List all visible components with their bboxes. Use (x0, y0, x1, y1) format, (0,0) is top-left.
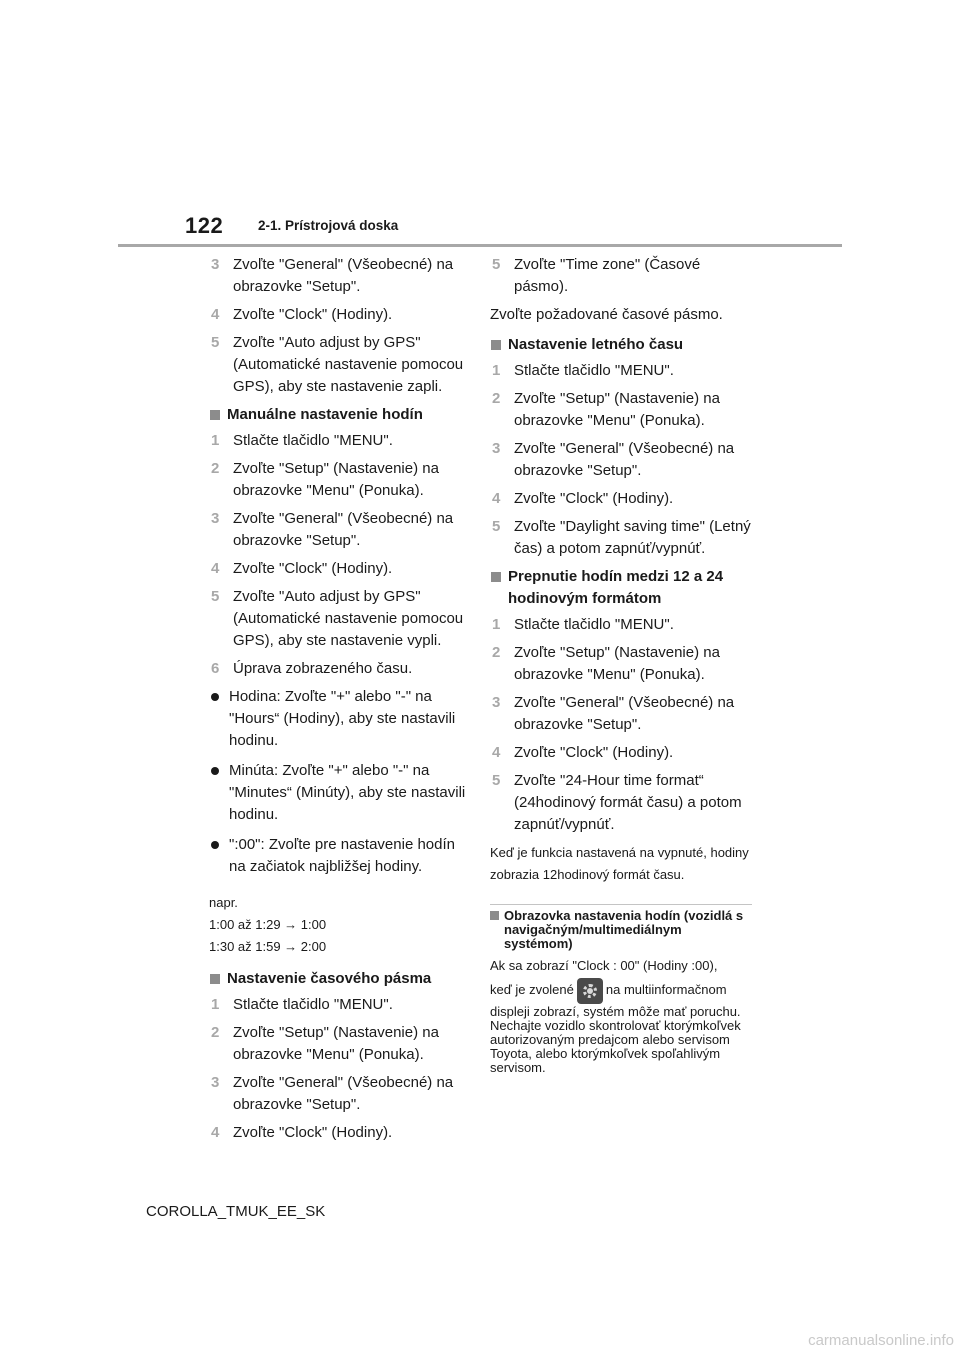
note-box (490, 904, 752, 1075)
step (209, 508, 471, 552)
left-column (209, 254, 471, 1150)
step-text: Zvoľte "General" (Všeobecné) na obrazovke "Setup". (514, 440, 735, 479)
heading-text: Nastavenie letného času (508, 336, 684, 353)
step-number: 4 (492, 490, 501, 507)
section-title: 2-1. Prístrojová doska (258, 218, 399, 233)
header-divider (118, 244, 842, 247)
bullet-text: ":00": Zvoľte pre nastavenie hodín na začiatok najbližšej hodiny. (229, 836, 455, 875)
step-text: Zvoľte "Auto adjust by GPS" (Automatické nastavenie pomocou GPS), aby ste nastavenie vypli. (233, 588, 464, 649)
bullet-dot-icon (211, 767, 219, 775)
step (209, 458, 471, 502)
step-number: 5 (492, 256, 501, 273)
step-text: Zvoľte "General" (Všeobecné) na obrazovke "Setup". (514, 694, 735, 733)
step (490, 254, 752, 298)
note-line-with-icon (490, 975, 752, 1005)
step-number: 4 (211, 1124, 220, 1141)
step-number: 3 (211, 1074, 220, 1091)
square-bullet-icon (210, 974, 220, 984)
step-text: Zvoľte "24-Hour time format“ (24hodinový formát času) a potom zapnúť/vypnúť. (514, 772, 742, 833)
bullet-text: Minúta: Zvoľte "+" alebo "-" na "Minutes“ (Minúty), aby ste nastavili hodinu. (229, 762, 466, 823)
step-text: Zvoľte "Auto adjust by GPS" (Automatické nastavenie pomocou GPS), aby ste nastavenie zapli. (233, 334, 464, 395)
step (490, 692, 752, 736)
note-line: Ak sa zobrazí "Clock : 00" (Hodiny :00), (490, 958, 718, 973)
step-number: 3 (492, 694, 501, 711)
step (490, 614, 752, 636)
step-number: 2 (492, 644, 501, 661)
step (209, 1072, 471, 1116)
off-note: Keď je funkcia nastavená na vypnuté, hodiny zobrazia 12hodinový formát času. (490, 845, 749, 882)
step (209, 658, 471, 680)
step-number: 1 (492, 362, 501, 379)
bullet-item (209, 760, 471, 826)
step (490, 438, 752, 482)
heading-text: Nastavenie časového pásma (227, 970, 432, 987)
step (490, 488, 752, 510)
step (490, 742, 752, 764)
step-number: 3 (211, 256, 220, 273)
page-number: 122 (185, 213, 224, 238)
note-text: keď je zvolené (490, 982, 574, 997)
step-number: 4 (211, 560, 220, 577)
bullet-dot-icon (211, 841, 219, 849)
watermark: carmanualsonline.info (808, 1332, 954, 1349)
step-number: 4 (211, 306, 220, 323)
step-text: Stlačte tlačidlo "MENU". (514, 616, 674, 633)
square-bullet-icon (491, 572, 501, 582)
time-zone-text: Zvoľte požadované časové pásmo. (490, 306, 723, 323)
gear-icon (577, 978, 603, 1004)
bullet-text: Hodina: Zvoľte "+" alebo "-" na "Hours“ (Hodiny), aby ste nastavili hodinu. (229, 688, 456, 749)
step (490, 360, 752, 382)
step (209, 1022, 471, 1066)
step-text: Zvoľte "Clock" (Hodiny). (514, 744, 674, 761)
step-number: 4 (492, 744, 501, 761)
step (209, 332, 471, 398)
step-text: Stlačte tlačidlo "MENU". (233, 432, 393, 449)
step-text: Zvoľte "Clock" (Hodiny). (233, 560, 393, 577)
note-text: displeji zobrazí, systém môže mať poruchu. Nechajte vozidlo skontrolovať ktorýmkoľvek autorizovaným predajcom alebo servisom Toyota, alebo ktorýmkoľvek spoľahlivým servisom. (490, 1004, 741, 1075)
step-number: 1 (211, 432, 220, 449)
step-text: Zvoľte "Daylight saving time" (Letný čas) a potom zapnúť/vypnúť. (514, 518, 751, 557)
step-text: Zvoľte "Time zone" (Časové pásmo). (514, 256, 701, 295)
step-text: Zvoľte "Clock" (Hodiny). (233, 306, 393, 323)
step-number: 2 (492, 390, 501, 407)
step-text: Stlačte tlačidlo "MENU". (514, 362, 674, 379)
bullet-item (209, 686, 471, 752)
heading-time-zone (209, 968, 471, 990)
step-text: Zvoľte "Setup" (Nastavenie) na obrazovke "Menu" (Ponuka). (233, 1024, 439, 1063)
step-number: 5 (492, 772, 501, 789)
step (209, 586, 471, 652)
heading-text: Prepnutie hodín medzi 12 a 24 hodinovým formátom (508, 568, 724, 607)
document-id: COROLLA_TMUK_EE_SK (146, 1203, 326, 1220)
bullet-dot-icon (211, 693, 219, 701)
step-text: Zvoľte "General" (Všeobecné) na obrazovke "Setup". (233, 256, 454, 295)
square-bullet-icon (491, 340, 501, 350)
note-heading (490, 909, 752, 951)
step-text: Zvoľte "Setup" (Nastavenie) na obrazovke "Menu" (Ponuka). (514, 390, 720, 429)
right-column (490, 254, 752, 1075)
step (209, 430, 471, 452)
step-number: 5 (211, 588, 220, 605)
step-text: Zvoľte "Clock" (Hodiny). (514, 490, 674, 507)
step-text: Zvoľte "Setup" (Nastavenie) na obrazovke "Menu" (Ponuka). (514, 644, 720, 683)
note-heading-text: Obrazovka nastavenia hodín (vozidlá s navigačným/multimediálnym systémom) (504, 908, 744, 951)
step-text: Stlačte tlačidlo "MENU". (233, 996, 393, 1013)
page-header (0, 0, 960, 260)
step (209, 558, 471, 580)
step-text: Zvoľte "Setup" (Nastavenie) na obrazovke "Menu" (Ponuka). (233, 460, 439, 499)
note-text: na multiinformačnom (605, 982, 727, 997)
step (490, 642, 752, 686)
square-bullet-icon (210, 410, 220, 420)
heading-manual-clock (209, 404, 471, 426)
step-number: 5 (492, 518, 501, 535)
example-line: 1:30 až 1:59 → 2:00 (209, 939, 327, 954)
heading-text: Manuálne nastavenie hodín (227, 406, 423, 423)
step-number: 3 (211, 510, 220, 527)
step-number: 6 (211, 660, 220, 677)
step-text: Zvoľte "Clock" (Hodiny). (233, 1124, 393, 1141)
step (209, 994, 471, 1016)
step (490, 516, 752, 560)
step (209, 304, 471, 326)
heading-daylight-saving (490, 334, 752, 356)
step-text: Úprava zobrazeného času. (233, 660, 413, 677)
square-bullet-icon (490, 911, 499, 920)
step-text: Zvoľte "General" (Všeobecné) na obrazovke "Setup". (233, 1074, 454, 1113)
step (209, 1122, 471, 1144)
step (209, 254, 471, 298)
step (490, 388, 752, 432)
example-line: 1:00 až 1:29 → 1:00 (209, 917, 327, 932)
step-number: 2 (211, 460, 220, 477)
step-number: 1 (492, 616, 501, 633)
step-number: 5 (211, 334, 220, 351)
heading-24-hour (490, 566, 752, 610)
bullet-item (209, 834, 471, 878)
step-number: 1 (211, 996, 220, 1013)
step-text: Zvoľte "General" (Všeobecné) na obrazovke "Setup". (233, 510, 454, 549)
step-number: 2 (211, 1024, 220, 1041)
step (490, 770, 752, 836)
example-label: napr. (209, 895, 238, 910)
step-number: 3 (492, 440, 501, 457)
